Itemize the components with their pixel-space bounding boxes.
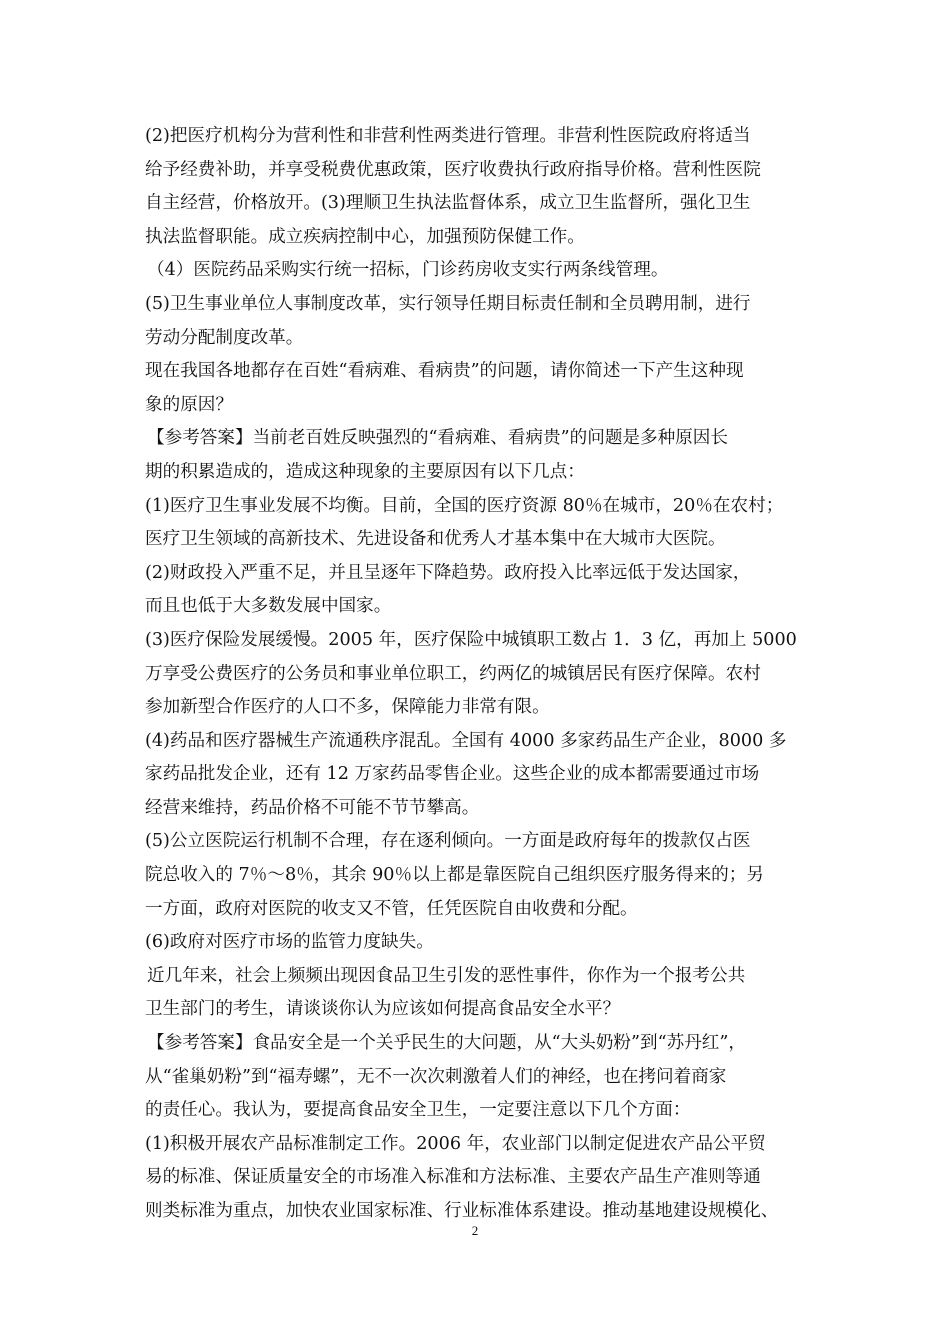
- text-line: 则类标准为重点，加快农业国家标准、行业标准体系建设。推动基地建设规模化、: [145, 1201, 779, 1221]
- text-line: （4）医院药品采购实行统一招标，门诊药房收支实行两条线管理。: [147, 260, 669, 281]
- text-line: (5)卫生事业单位人事制度改革，实行领导任期目标责任制和全员聘用制，进行: [145, 293, 751, 314]
- text-line: 一方面，政府对医院的收支又不管，任凭医院自由收费和分配。: [145, 898, 638, 919]
- text-line: (2)财政投入严重不足，并且呈逐年下降趋势。政府投入比率远低于发达国家，: [145, 562, 751, 583]
- question-line: 象的原因？: [145, 394, 233, 415]
- question-line: 卫生部门的考生，请谈谈你认为应该如何提高食品安全水平？: [145, 999, 621, 1020]
- text-line: (4)药品和医疗器械生产流通秩序混乱。全国有 4000 多家药品生产企业，8000 多: [145, 730, 787, 751]
- text-line: 家药品批发企业，还有 12 万家药品零售企业。这些企业的成本都需要通过市场: [145, 764, 760, 785]
- text-line: 劳动分配制度改革。: [145, 327, 304, 348]
- text-line: 参加新型合作医疗的人口不多，保障能力非常有限。: [145, 697, 550, 718]
- answer-heading-line: 【参考答案】食品安全是一个关乎民生的大问题，从“大头奶粉”到“苏丹红”，: [147, 1033, 746, 1054]
- answer-heading-line: 【参考答案】当前老百姓反映强烈的“看病难、看病贵”的问题是多种原因长: [147, 428, 728, 449]
- text-line: 院总收入的 7％～8％，其余 90％以上都是靠医院自己组织医疗服务得来的；另: [145, 865, 764, 886]
- text-line: 从“雀巢奶粉”到“福寿螺”，无不一次次刺激着人们的神经，也在拷问着商家: [145, 1066, 727, 1087]
- text-line: (1)积极开展农产品标准制定工作。2006 年，农业部门以制定促进农产品公平贸: [145, 1133, 766, 1154]
- question-line: 近几年来，社会上频频出现因食品卫生引发的恶性事件，你作为一个报考公共: [147, 965, 746, 986]
- text-line: 万享受公费医疗的公务员和事业单位职工，约两亿的城镇居民有医疗保障。农村: [145, 663, 761, 684]
- text-line: 给予经费补助，并享受税费优惠政策，医疗收费执行政府指导价格。营利性医院: [145, 159, 761, 180]
- text-line: 而且也低于大多数发展中国家。: [145, 596, 392, 617]
- body-text: [145, 120, 813, 1229]
- text-line: 执法监督职能。成立疾病控制中心，加强预防保健工作。: [145, 226, 585, 247]
- text-line: 医疗卫生领域的高新技术、先进设备和优秀人才基本集中在大城市大医院。: [145, 529, 726, 550]
- text-line: (1)医疗卫生事业发展不均衡。目前，全国的医疗资源 80％在城市，20％在农村；: [145, 495, 784, 516]
- text-line: 易的标准、保证质量安全的市场准入标准和方法标准、主要农产品生产准则等通: [145, 1167, 761, 1188]
- text-line: (6)政府对医疗市场的监管力度缺失。: [145, 932, 434, 953]
- text-line: (5)公立医院运行机制不合理，存在逐利倾向。一方面是政府每年的拨款仅占医: [145, 831, 751, 852]
- text-line: 自主经营，价格放开。(3)理顺卫生执法监督体系，成立卫生监督所，强化卫生: [145, 193, 751, 214]
- question-line: 现在我国各地都存在百姓“看病难、看病贵”的问题，请你简述一下产生这种现: [145, 361, 744, 382]
- text-line: 期的积累造成的，造成这种现象的主要原因有以下几点：: [145, 461, 585, 482]
- text-line: (2)把医疗机构分为营利性和非营利性两类进行管理。非营利性医院政府将适当: [145, 126, 751, 146]
- text-line: 的责任心。我认为，要提高食品安全卫生，一定要注意以下几个方面：: [145, 1100, 691, 1121]
- text-line: (3)医疗保险发展缓慢。2005 年，医疗保险中城镇职工数占 1．3 亿，再加上 5000: [145, 629, 797, 650]
- page-number: 2: [471, 1223, 479, 1238]
- text-line: 经营来维持，药品价格不可能不节节攀高。: [145, 797, 480, 818]
